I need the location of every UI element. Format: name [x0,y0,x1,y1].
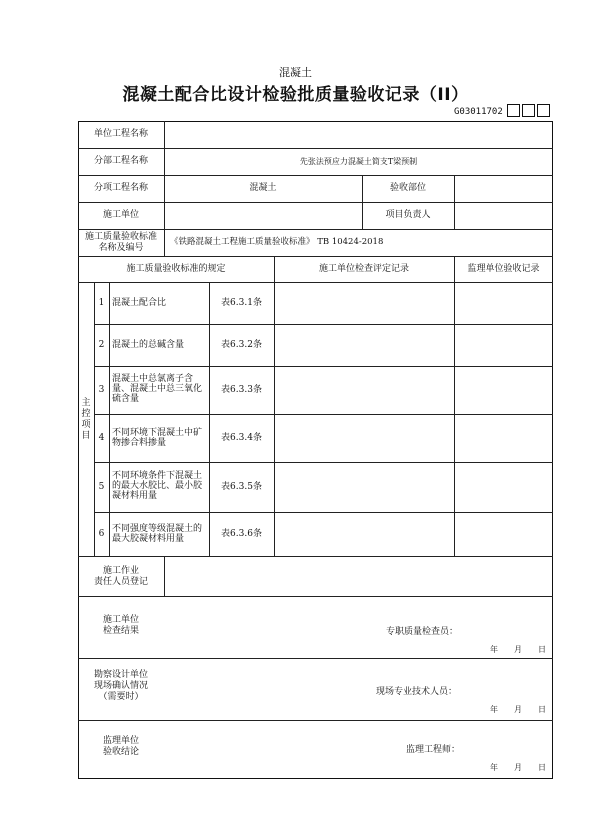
item-description: 混凝土配合比 [112,298,167,308]
code-box-2[interactable] [522,104,535,117]
supervisor-record-column-header: 监理单位验收记录 [467,264,540,274]
survey-label-line3: （需要时） [98,692,144,702]
item-description: 不同环境下混凝土中矿物掺合料掺量 [112,428,203,448]
row-divider [78,202,553,203]
row-divider [94,366,553,367]
column-divider [209,282,210,556]
supervise-date[interactable]: 年 月 日 [490,763,546,772]
column-divider [274,256,275,556]
survey-label-line1: 勘察设计单位 [93,670,148,680]
row-divider [78,556,553,557]
item-number: 5 [98,482,105,492]
row-divider [78,229,553,230]
form-code: G03011702 [454,107,503,117]
column-divider [164,556,165,596]
project-manager-label: 项目负责人 [385,210,431,220]
document-title: 混凝土配合比设计检验批质量验收记录（II） [122,85,469,105]
inspect-location-label: 验收部位 [389,183,426,193]
row-divider [94,414,553,415]
item-reference: 表6.3.4条 [221,433,262,443]
item-reference: 表6.3.5条 [221,482,262,492]
subitem-value[interactable]: 混凝土 [249,183,277,193]
check-label-line2: 检查结果 [102,626,139,636]
item-description: 不同环境条件下混凝土的最大水胶比、最小胶凝材料用量 [112,471,203,501]
worker-label-line2: 责任人员登记 [93,577,148,587]
supervising-engineer-signature[interactable]: 监理工程师： [406,745,461,755]
worker-label-line1: 施工作业 [102,566,139,576]
row-divider [94,462,553,463]
item-reference: 表6.3.6条 [221,529,262,539]
row-divider [78,720,553,721]
contractor-label: 施工单位 [102,210,139,220]
item-number: 2 [98,340,105,350]
row-divider [78,256,553,257]
row-divider [94,512,553,513]
subitem-label: 分项工程名称 [93,183,148,193]
site-technician-signature[interactable]: 现场专业技术人员： [376,687,458,697]
spec-column-header: 施工质量验收标准的规定 [126,264,226,274]
row-divider [94,324,553,325]
quality-inspector-signature[interactable]: 专职质量检查员： [386,627,459,637]
item-reference: 表6.3.2条 [221,340,262,350]
contractor-record-column-header: 施工单位检查评定记录 [318,264,409,274]
item-number: 4 [98,433,105,443]
survey-label-line2: 现场确认情况 [93,681,148,691]
standard-value: 《铁路混凝土工程施工质量验收标准》 TB 10424-2018 [170,237,384,247]
unit-project-label: 单位工程名称 [93,129,148,139]
column-divider [454,175,455,229]
column-divider [109,282,110,556]
item-reference: 表6.3.3条 [221,385,262,395]
supervise-label-line1: 监理单位 [102,736,139,746]
division-label: 分部工程名称 [93,156,148,166]
item-number: 1 [98,298,105,308]
item-number: 6 [98,529,105,539]
row-divider [78,148,553,149]
main-control-label: 主控项目 [81,398,91,441]
column-divider [454,256,455,556]
row-divider [78,175,553,176]
item-reference: 表6.3.1条 [221,298,262,308]
standard-label-line2: 名称及编号 [98,243,144,253]
item-description: 混凝土中总氯离子含量、混凝土中总三氧化硫含量 [112,374,203,404]
supervise-label-line2: 验收结论 [102,747,139,757]
row-divider [78,658,553,659]
document-category: 混凝土 [279,66,312,79]
division-value[interactable]: 先张法预应力混凝土简支T梁预制 [299,157,418,166]
survey-date[interactable]: 年 月 日 [490,705,546,714]
row-divider [78,596,553,597]
column-divider [94,282,95,556]
item-number: 3 [98,385,105,395]
standard-label-line1: 施工质量验收标准 [84,232,157,242]
code-box-1[interactable] [507,104,520,117]
item-description: 混凝土的总碱含量 [112,340,185,350]
code-box-3[interactable] [537,104,550,117]
row-divider [78,282,553,283]
item-description: 不同强度等级混凝土的最大胶凝材料用量 [112,524,203,544]
check-date[interactable]: 年 月 日 [490,645,546,654]
check-label-line1: 施工单位 [102,615,139,625]
